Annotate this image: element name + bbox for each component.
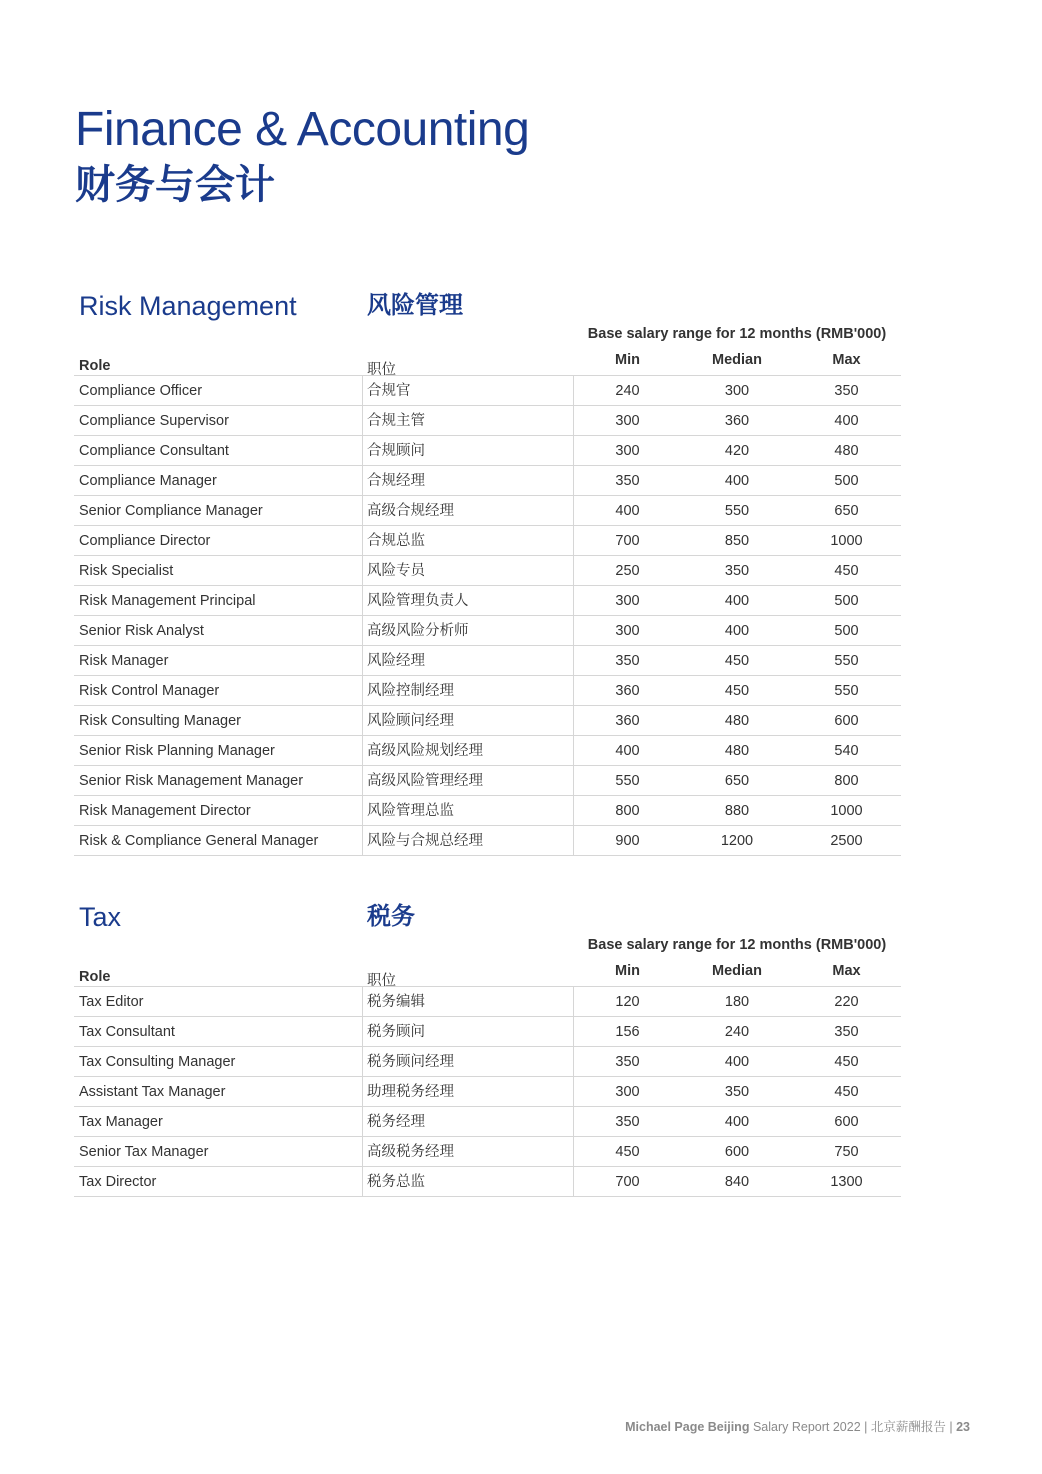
section-title: Tax: [79, 902, 122, 932]
salary-table: [74, 375, 901, 856]
min-cell: 240: [615, 383, 640, 399]
role-cn-cell: 高级风险管理经理: [367, 773, 483, 789]
max-cell: 480: [834, 443, 859, 459]
max-cell: 500: [834, 593, 859, 609]
median-cell: 450: [724, 653, 750, 669]
role-cell: Senior Risk Planning Manager: [79, 743, 275, 759]
role-cn-cell: 助理税务经理: [367, 1084, 454, 1100]
role-cn-cell: 合规主管: [367, 413, 425, 429]
section-title-cn: 风险管理: [367, 292, 463, 319]
header-min: Min: [615, 352, 640, 368]
role-cn-cell: 高级合规经理: [367, 503, 454, 519]
min-cell: 350: [615, 473, 640, 489]
min-cell: 350: [615, 1114, 640, 1130]
role-cell: Risk Consulting Manager: [79, 713, 241, 729]
min-cell: 300: [615, 1084, 640, 1100]
tax-section: [74, 901, 901, 1201]
min-cell: 800: [615, 803, 640, 819]
table-row: [74, 466, 901, 496]
max-cell: 750: [834, 1144, 859, 1160]
min-cell: 156: [615, 1024, 640, 1040]
role-cell: Risk Management Director: [79, 803, 251, 819]
max-cell: 450: [834, 1084, 859, 1100]
role-cn-cell: 风险专员: [367, 563, 425, 579]
median-cell: 360: [724, 413, 750, 429]
footer-separator: |: [864, 1420, 868, 1434]
min-cell: 350: [615, 1054, 640, 1070]
role-cn-cell: 税务顾问: [367, 1024, 425, 1040]
table-row: [74, 556, 901, 586]
role-cn-cell: 风险控制经理: [367, 683, 454, 699]
role-cell: Senior Risk Management Manager: [79, 773, 304, 789]
max-cell: 350: [834, 1024, 859, 1040]
table-row: [74, 1137, 901, 1167]
min-cell: 400: [615, 743, 640, 759]
header-max: Max: [832, 963, 861, 979]
header-median: Median: [712, 352, 762, 368]
salary-table: [74, 986, 901, 1197]
median-cell: 400: [724, 1114, 750, 1130]
role-cn-cell: 税务顾问经理: [367, 1054, 454, 1070]
role-cell: Senior Risk Analyst: [79, 623, 204, 639]
table-row: [74, 766, 901, 796]
footer-separator: |: [949, 1420, 953, 1434]
page-title-cn: 财务与会计: [75, 163, 275, 207]
role-cell: Assistant Tax Manager: [79, 1084, 226, 1100]
role-cell: Risk Management Principal: [79, 593, 256, 609]
table-row: [74, 586, 901, 616]
min-cell: 300: [615, 593, 640, 609]
max-cell: 2500: [830, 833, 863, 849]
role-cn-cell: 税务经理: [367, 1114, 425, 1130]
role-cell: Compliance Consultant: [79, 443, 229, 459]
role-cell: Tax Manager: [79, 1114, 163, 1130]
role-cn-cell: 税务编辑: [367, 994, 425, 1010]
max-cell: 350: [834, 383, 859, 399]
median-cell: 480: [724, 713, 750, 729]
role-cn-cell: 合规官: [367, 383, 411, 399]
role-cn-cell: 风险经理: [367, 653, 425, 669]
risk-management-section: [74, 290, 901, 860]
min-cell: 300: [615, 413, 640, 429]
median-cell: 350: [724, 563, 750, 579]
median-cell: 400: [724, 593, 750, 609]
min-cell: 450: [615, 1144, 640, 1160]
median-cell: 880: [724, 803, 750, 819]
salary-range-label: Base salary range for 12 months (RMB'000): [587, 326, 887, 342]
max-cell: 1000: [830, 533, 863, 549]
role-cell: Compliance Director: [79, 533, 211, 549]
min-cell: 400: [615, 503, 640, 519]
max-cell: 400: [834, 413, 859, 429]
median-cell: 650: [724, 773, 750, 789]
max-cell: 550: [834, 653, 859, 669]
role-cn-cell: 税务总监: [367, 1174, 425, 1190]
max-cell: 650: [834, 503, 859, 519]
min-cell: 250: [615, 563, 640, 579]
max-cell: 1300: [830, 1174, 863, 1190]
role-cn-cell: 风险与合规总经理: [367, 833, 483, 849]
header-role-cn: 职位: [367, 973, 396, 989]
max-cell: 600: [834, 713, 859, 729]
median-cell: 450: [724, 683, 750, 699]
table-row: [74, 616, 901, 646]
footer-report-cn: 北京薪酬报告: [870, 1420, 946, 1434]
median-cell: 400: [724, 473, 750, 489]
role-cell: Tax Editor: [79, 994, 144, 1010]
min-cell: 300: [615, 443, 640, 459]
role-cn-cell: 风险管理负责人: [367, 593, 469, 609]
table-row: [74, 1077, 901, 1107]
table-row: [74, 376, 901, 406]
table-header: [74, 352, 901, 378]
header-max: Max: [832, 352, 861, 368]
min-cell: 550: [615, 773, 640, 789]
median-cell: 240: [724, 1024, 750, 1040]
min-cell: 360: [615, 683, 640, 699]
role-cell: Compliance Manager: [79, 473, 217, 489]
table-row: [74, 406, 901, 436]
median-cell: 400: [724, 623, 750, 639]
footer-report: Salary Report 2022: [752, 1420, 861, 1434]
median-cell: 850: [724, 533, 750, 549]
max-cell: 450: [834, 1054, 859, 1070]
median-cell: 300: [724, 383, 750, 399]
header-median: Median: [712, 963, 762, 979]
max-cell: 1000: [830, 803, 863, 819]
max-cell: 600: [834, 1114, 859, 1130]
max-cell: 500: [834, 623, 859, 639]
median-cell: 840: [724, 1174, 750, 1190]
table-row: [74, 826, 901, 856]
table-header: [74, 963, 901, 989]
role-cell: Senior Tax Manager: [79, 1144, 209, 1160]
table-row: [74, 1107, 901, 1137]
role-cn-cell: 高级风险分析师: [367, 623, 469, 639]
table-row: [74, 496, 901, 526]
median-cell: 180: [724, 994, 750, 1010]
table-row: [74, 1047, 901, 1077]
header-min: Min: [615, 963, 640, 979]
role-cell: Risk Specialist: [79, 563, 174, 579]
median-cell: 1200: [720, 833, 754, 849]
min-cell: 700: [615, 533, 640, 549]
role-cn-cell: 高级税务经理: [367, 1144, 454, 1160]
table-row: [74, 1167, 901, 1197]
median-cell: 350: [724, 1084, 750, 1100]
role-cn-cell: 风险管理总监: [367, 803, 454, 819]
max-cell: 500: [834, 473, 859, 489]
max-cell: 800: [834, 773, 859, 789]
table-row: [74, 526, 901, 556]
max-cell: 540: [834, 743, 859, 759]
section-title-cn: 税务: [367, 903, 415, 930]
role-cell: Tax Consultant: [79, 1024, 175, 1040]
page-title: Finance & Accounting: [75, 103, 530, 156]
role-cell: Compliance Officer: [79, 383, 203, 399]
table-row: [74, 796, 901, 826]
table-row: [74, 436, 901, 466]
page-footer: [625, 1417, 970, 1435]
header-role: Role: [79, 358, 111, 374]
max-cell: 450: [834, 563, 859, 579]
salary-range-label: Base salary range for 12 months (RMB'000): [587, 937, 887, 953]
max-cell: 550: [834, 683, 859, 699]
role-cell: Senior Compliance Manager: [79, 503, 263, 519]
median-cell: 480: [724, 743, 750, 759]
role-cn-cell: 高级风险规划经理: [367, 743, 483, 759]
page-number: 23: [956, 1420, 970, 1434]
table-row: [74, 987, 901, 1017]
table-row: [74, 676, 901, 706]
role-cell: Tax Consulting Manager: [79, 1054, 236, 1070]
role-cell: Risk Manager: [79, 653, 169, 669]
table-row: [74, 706, 901, 736]
table-row: [74, 1017, 901, 1047]
max-cell: 220: [834, 994, 859, 1010]
table-row: [74, 736, 901, 766]
role-cn-cell: 风险顾问经理: [367, 713, 454, 729]
median-cell: 400: [724, 1054, 750, 1070]
min-cell: 360: [615, 713, 640, 729]
table-row: [74, 646, 901, 676]
role-cell: Risk & Compliance General Manager: [79, 833, 319, 849]
median-cell: 600: [724, 1144, 750, 1160]
footer-brand: Michael Page Beijing: [625, 1420, 750, 1434]
min-cell: 300: [615, 623, 640, 639]
header-role: Role: [79, 969, 111, 985]
min-cell: 350: [615, 653, 640, 669]
role-cn-cell: 合规顾问: [367, 443, 425, 459]
role-cell: Tax Director: [79, 1174, 157, 1190]
role-cn-cell: 合规经理: [367, 473, 425, 489]
min-cell: 120: [615, 994, 640, 1010]
median-cell: 550: [724, 503, 750, 519]
role-cn-cell: 合规总监: [367, 533, 425, 549]
min-cell: 900: [615, 833, 640, 849]
median-cell: 420: [724, 443, 750, 459]
header-role-cn: 职位: [367, 362, 396, 378]
min-cell: 700: [615, 1174, 640, 1190]
role-cell: Risk Control Manager: [79, 683, 220, 699]
role-cell: Compliance Supervisor: [79, 413, 229, 429]
section-title: Risk Management: [79, 291, 297, 321]
